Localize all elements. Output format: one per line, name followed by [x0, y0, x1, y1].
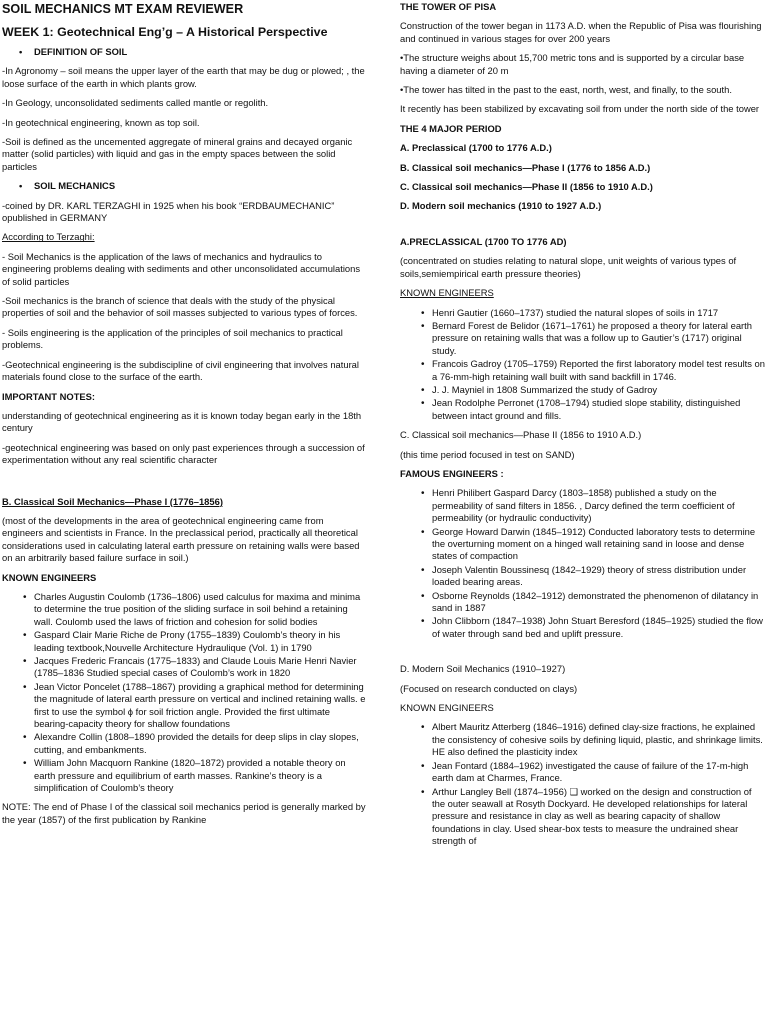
- soil-mechanics-def-2: -Soil mechanics is the branch of science that deals with the study of the physical properties of soil and the behavior of soil masses subjected to various types of forces.: [2, 295, 358, 319]
- list-item: • George Howard Darwin (1845–1912) Conducted laboratory tests to determine the overturning moment on a hinged wall retaining sand in loose and dense states of compaction: [400, 526, 766, 563]
- list-item: • John Clibborn (1847–1938) John Stuart Beresford (1845–1925) studied the flow of water through sand bed and uplift pressure.: [400, 615, 766, 640]
- list-item: • Jacques Frederic Francais (1775–1833) and Claude Louis Marie Henri Navier (1785–1836 Studied special cases of Coulomb’s work in 1820: [2, 655, 366, 680]
- geotech-engineering-def: -Geotechnical engineering is the subdiscipline of civil engineering that involves natural materials found close to the surface of the earth.: [2, 358, 359, 383]
- document-title: SOIL MECHANICS MT EXAM REVIEWER: [2, 2, 244, 16]
- list-item: • Alexandre Collin (1808–1890 provided the details for deep slips in clay slopes, cutting, and embankments.: [2, 731, 366, 756]
- important-note-1: understanding of geotechnical engineering as it is known today began early in the 18th century: [2, 409, 362, 434]
- terzaghi-coined: -coined by DR. KARL TERZAGHI in 1925 when his book “ERDBAUMECHANIC” opublished in GERMANY: [2, 199, 335, 224]
- list-item: • Jean Rodolphe Perronet (1708–1794) studied slope stability, distinguished between intact ground and fills.: [400, 397, 766, 422]
- definition-of-soil-heading: • DEFINITION OF SOIL: [2, 46, 366, 58]
- according-to-terzaghi: According to Terzaghi:: [2, 231, 95, 243]
- phase1-note: NOTE: The end of Phase I of the classical soil mechanics period is generally marked by the year (1857) of the first publication by Rankine: [2, 801, 366, 825]
- list-item: • William John Macquorn Rankine (1820–1872) provided a notable theory on earth pressure and equilibrium of earth masses. Rankine’s theory is a simplification of Coulomb’s theory: [2, 757, 366, 794]
- preclassical-intro: (concentrated on studies relating to natural slope, unit weights of various types of soils,semiempirical earth pressure theories): [400, 255, 737, 279]
- major-periods-heading: THE 4 MAJOR PERIOD: [400, 122, 502, 134]
- list-item: • Albert Mauritz Atterberg (1846–1916) defined clay-size fractions, he explained the consistency of cohesive soils by defining liquid, plastic, and shrinkage limits. HE also defined the plasticity index: [400, 721, 766, 758]
- list-item: • Charles Augustin Coulomb (1736–1806) used calculus for maxima and minima to determine the true position of the sliding surface in soil behind a retaining wall. Coulomb used the laws of friction and cohesion for solid bodies: [2, 591, 366, 628]
- list-item: • Gaspard Clair Marie Riche de Prony (1755–1839) Coulomb’s theory in his leading textbook,Nouvelle Architecture Hydraulique (Vol. 1) in 1790: [2, 629, 366, 654]
- period-c: C. Classical soil mechanics—Phase II (1856 to 1910 A.D.): [400, 181, 653, 193]
- soils-engineering-def: - Soils engineering is the application of the principles of soil mechanics to practical problems.: [2, 326, 343, 351]
- important-note-2: -geotechnical engineering was based on only past experiences through a succession of experimentation without any real scientific character: [2, 441, 365, 466]
- list-item: • Henri Philibert Gaspard Darcy (1803–1858) published a study on the permeability of sand filters in 1856. , Darcy defined the term coefficient of permeability (or hydraulic conductivity): [400, 487, 766, 524]
- geotech-definition: -In geotechnical engineering, known as top soil.: [2, 116, 200, 128]
- list-item: • Jean Victor Poncelet (1788–1867) providing a graphical method for determining the magnitude of lateral earth pressure on vertical and inclined retaining walls. e first to use the symbol ϕ for soil friction angle. Provided the first ultimate bearing-capacity theory for shallow foundations: [2, 681, 366, 731]
- list-item: • J. J. Mayniel in 1808 Summarized the study of Gadroy: [400, 384, 766, 396]
- tower-of-pisa-heading: THE TOWER OF PISA: [400, 1, 497, 12]
- phase1-engineers-list: [2, 591, 366, 795]
- pisa-paragraph-1: Construction of the tower began in 1173 A.D. when the Republic of Pisa was flourishing and continued in various stages for over 200 years: [400, 20, 762, 44]
- soil-mechanics-heading: • SOIL MECHANICS: [2, 180, 366, 192]
- period-b: B. Classical soil mechanics—Phase I (1776 to 1856 A.D.): [400, 161, 651, 173]
- modern-known-engineers: KNOWN ENGINEERS: [400, 702, 494, 714]
- list-item: • Jean Fontard (1884–1962) investigated the cause of failure of the 17-m-high earth dam at Charmes, France.: [400, 760, 766, 785]
- period-a: A. Preclassical (1700 to 1776 A.D.): [400, 142, 552, 154]
- phase1-intro: (most of the developments in the area of geotechnical engineering came from engineers and scientists in France. In the preclassical period, practically all theoretical considerations used in calculating lateral earth pressure on retaining walls were based on an arbitrarily based failure surface in soil.): [2, 514, 360, 564]
- pisa-paragraph-3: •The tower has tilted in the past to the east, north, west, and finally, to the south.: [400, 84, 732, 96]
- right-column: [400, 0, 766, 855]
- left-column: [2, 0, 366, 833]
- preclassical-heading: A.PRECLASSICAL (1700 TO 1776 AD): [400, 235, 567, 247]
- pisa-paragraph-2: •The structure weighs about 15,700 metric tons and is supported by a circular base having a diameter of 20 m: [400, 52, 745, 76]
- phase2-heading: C. Classical soil mechanics—Phase II (1856 to 1910 A.D.): [400, 429, 642, 441]
- famous-engineers-heading: FAMOUS ENGINEERS :: [400, 467, 504, 479]
- soil-definition: -Soil is defined as the uncemented aggregate of mineral grains and decayed organic matter (solid particles) with liquid and gas in the empty spaces between the solid particles: [2, 136, 353, 172]
- list-item: • Bernard Forest de Belidor (1671–1761) he proposed a theory for lateral earth pressure on retaining walls that was a follow up to Gautier’s (1717) original study.: [400, 320, 766, 357]
- list-item: • Arthur Langley Bell (1874–1956) ❑ worked on the design and construction of the outer seawall at Rosyth Dockyard. He developed relationships for lateral pressure and resistance in clay as well as bearing capacity of shallow foundations in clay. Used shear-box tests to measure the undrained shear strength of: [400, 786, 766, 848]
- known-engineers-heading: KNOWN ENGINEERS: [2, 571, 97, 583]
- modern-intro: (Focused on research conducted on clays): [400, 682, 578, 694]
- pisa-paragraph-4: It recently has been stabilized by excavating soil from under the north side of the tower: [400, 103, 760, 115]
- agronomy-definition: -In Agronomy – soil means the upper layer of the earth that may be dug or plowed; , the loose surface of the earth in which plants grow.: [2, 65, 365, 89]
- list-item: • Joseph Valentin Boussinesq (1842–1929) theory of stress distribution under loaded bearing areas.: [400, 564, 766, 589]
- period-d: D. Modern soil mechanics (1910 to 1927 A.D.): [400, 200, 602, 212]
- phase1-heading: B. Classical Soil Mechanics—Phase I (1776–1856): [2, 495, 223, 507]
- list-item: • Osborne Reynolds (1842–1912) demonstrated the phenomenon of dilatancy in sand in 1887: [400, 590, 766, 615]
- soil-mechanics-def-1: - Soil Mechanics is the application of the laws of mechanics and hydraulics to engineering problems dealing with sediments and other unconsolidated accumulations of solid particles: [2, 250, 361, 287]
- preclassical-known-engineers: KNOWN ENGINEERS: [400, 287, 494, 299]
- list-item: • Francois Gadroy (1705–1759) Reported the first laboratory model test results on a 76-mm-high retaining wall built with sand backfill in 1746.: [400, 358, 766, 383]
- phase2-engineers-list: [400, 487, 766, 640]
- list-item: • Henri Gautier (1660–1737) studied the natural slopes of soils in 1717: [400, 307, 766, 319]
- important-notes-heading: IMPORTANT NOTES:: [2, 390, 96, 402]
- modern-engineers-list: [400, 721, 766, 847]
- week-title: WEEK 1: Geotechnical Eng’g – A Historical Perspective: [2, 24, 328, 39]
- phase2-intro: (this time period focused in test on SAND): [400, 448, 575, 460]
- preclassical-engineers-list: [400, 307, 766, 423]
- geology-definition: -In Geology, unconsolidated sediments called mantle or regolith.: [2, 97, 269, 109]
- modern-heading: D. Modern Soil Mechanics (1910–1927): [400, 663, 566, 675]
